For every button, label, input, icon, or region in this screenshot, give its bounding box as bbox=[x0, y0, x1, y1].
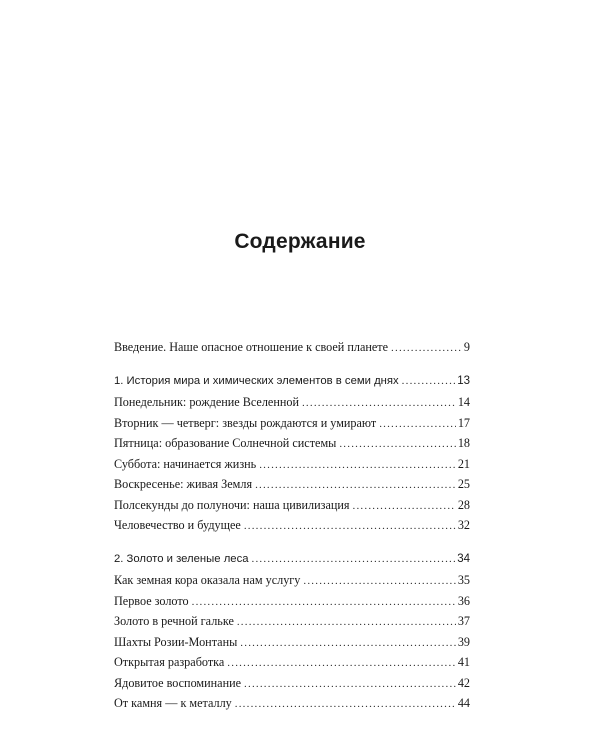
toc-entry[interactable] bbox=[114, 457, 470, 478]
toc-entry[interactable] bbox=[114, 498, 470, 519]
toc-section-intro bbox=[114, 340, 470, 361]
entry-page-number: 44 bbox=[457, 696, 470, 710]
toc-entry-intro[interactable] bbox=[114, 340, 470, 361]
toc-entry[interactable] bbox=[114, 676, 470, 697]
entry-title: Пятница: образование Солнечной системы bbox=[114, 436, 337, 450]
entry-title: Полсекунды до полуночи: наша цивилизация bbox=[114, 497, 350, 512]
dot-leader bbox=[391, 342, 462, 354]
dot-leader bbox=[259, 459, 456, 471]
entry-title: От камня — к металлу bbox=[114, 696, 232, 710]
entry-page-number: 18 bbox=[457, 436, 470, 450]
chapter-title: 1. История мира и химических элементов в семи днях bbox=[114, 374, 399, 387]
dot-leader bbox=[402, 375, 456, 387]
dot-leader bbox=[235, 698, 456, 710]
toc-entry[interactable] bbox=[114, 635, 470, 656]
entry-page-number: 28 bbox=[457, 497, 470, 512]
entry-title: Первое золото bbox=[114, 593, 189, 608]
entry-title: Золото в речной гальке bbox=[114, 614, 234, 628]
dot-leader bbox=[244, 520, 456, 532]
dot-leader bbox=[255, 479, 456, 491]
toc-entry[interactable] bbox=[114, 395, 470, 416]
toc-entry[interactable] bbox=[114, 594, 470, 615]
dot-leader bbox=[379, 418, 456, 430]
toc-entry[interactable] bbox=[114, 573, 470, 594]
entry-title: Шахты Розии-Монтаны bbox=[114, 634, 238, 649]
toc-entry[interactable] bbox=[114, 518, 470, 539]
toc-entry[interactable] bbox=[114, 655, 470, 676]
entry-title: Открытая разработка bbox=[114, 655, 225, 669]
dot-leader bbox=[353, 500, 456, 512]
entry-page-number: 41 bbox=[457, 655, 470, 669]
page-title: Содержание bbox=[234, 230, 366, 253]
entry-page-number: 39 bbox=[457, 634, 470, 649]
dot-leader bbox=[339, 438, 455, 450]
toc-section-chapter-2 bbox=[114, 553, 470, 717]
entry-page-number: 37 bbox=[457, 614, 470, 628]
entry-page-number: 36 bbox=[457, 593, 470, 608]
entry-title: Введение. Наше опасное отношение к своей планете bbox=[114, 340, 389, 354]
toc-entry[interactable] bbox=[114, 696, 470, 717]
entry-page-number: 9 bbox=[463, 340, 470, 354]
entry-title: Ядовитое воспоминание bbox=[114, 675, 242, 690]
entry-page-number: 32 bbox=[457, 518, 470, 532]
dot-leader bbox=[192, 596, 456, 608]
dot-leader bbox=[237, 616, 456, 628]
entry-page-number: 13 bbox=[457, 374, 470, 387]
entry-page-number: 25 bbox=[457, 477, 470, 491]
toc-entry[interactable] bbox=[114, 436, 470, 457]
toc-entry-chapter-2[interactable] bbox=[114, 553, 470, 574]
entry-title: Суббота: начинается жизнь bbox=[114, 456, 257, 471]
table-of-contents bbox=[114, 340, 470, 731]
entry-page-number: 14 bbox=[457, 395, 470, 409]
entry-title: Понедельник: рождение Вселенной bbox=[114, 395, 299, 409]
dot-leader bbox=[227, 657, 456, 669]
entry-title: Человечество и будущее bbox=[114, 518, 241, 532]
toc-entry[interactable] bbox=[114, 416, 470, 437]
toc-section-chapter-1 bbox=[114, 375, 470, 539]
entry-title: Воскресенье: живая Земля bbox=[114, 477, 253, 491]
dot-leader bbox=[240, 637, 456, 649]
toc-entry[interactable] bbox=[114, 477, 470, 498]
entry-page-number: 17 bbox=[457, 415, 470, 430]
dot-leader bbox=[252, 553, 456, 565]
entry-page-number: 35 bbox=[457, 573, 470, 587]
chapter-title: 2. Золото и зеленые леса bbox=[114, 552, 249, 565]
entry-page-number: 21 bbox=[457, 456, 470, 471]
dot-leader bbox=[303, 575, 455, 587]
entry-page-number: 34 bbox=[457, 552, 470, 565]
entry-title: Как земная кора оказала нам услугу bbox=[114, 573, 301, 587]
toc-entry-chapter-1[interactable] bbox=[114, 375, 470, 396]
dot-leader bbox=[244, 678, 456, 690]
toc-entry[interactable] bbox=[114, 614, 470, 635]
entry-page-number: 42 bbox=[457, 675, 470, 690]
dot-leader bbox=[302, 397, 456, 409]
entry-title: Вторник — четверг: звезды рождаются и умирают bbox=[114, 415, 377, 430]
